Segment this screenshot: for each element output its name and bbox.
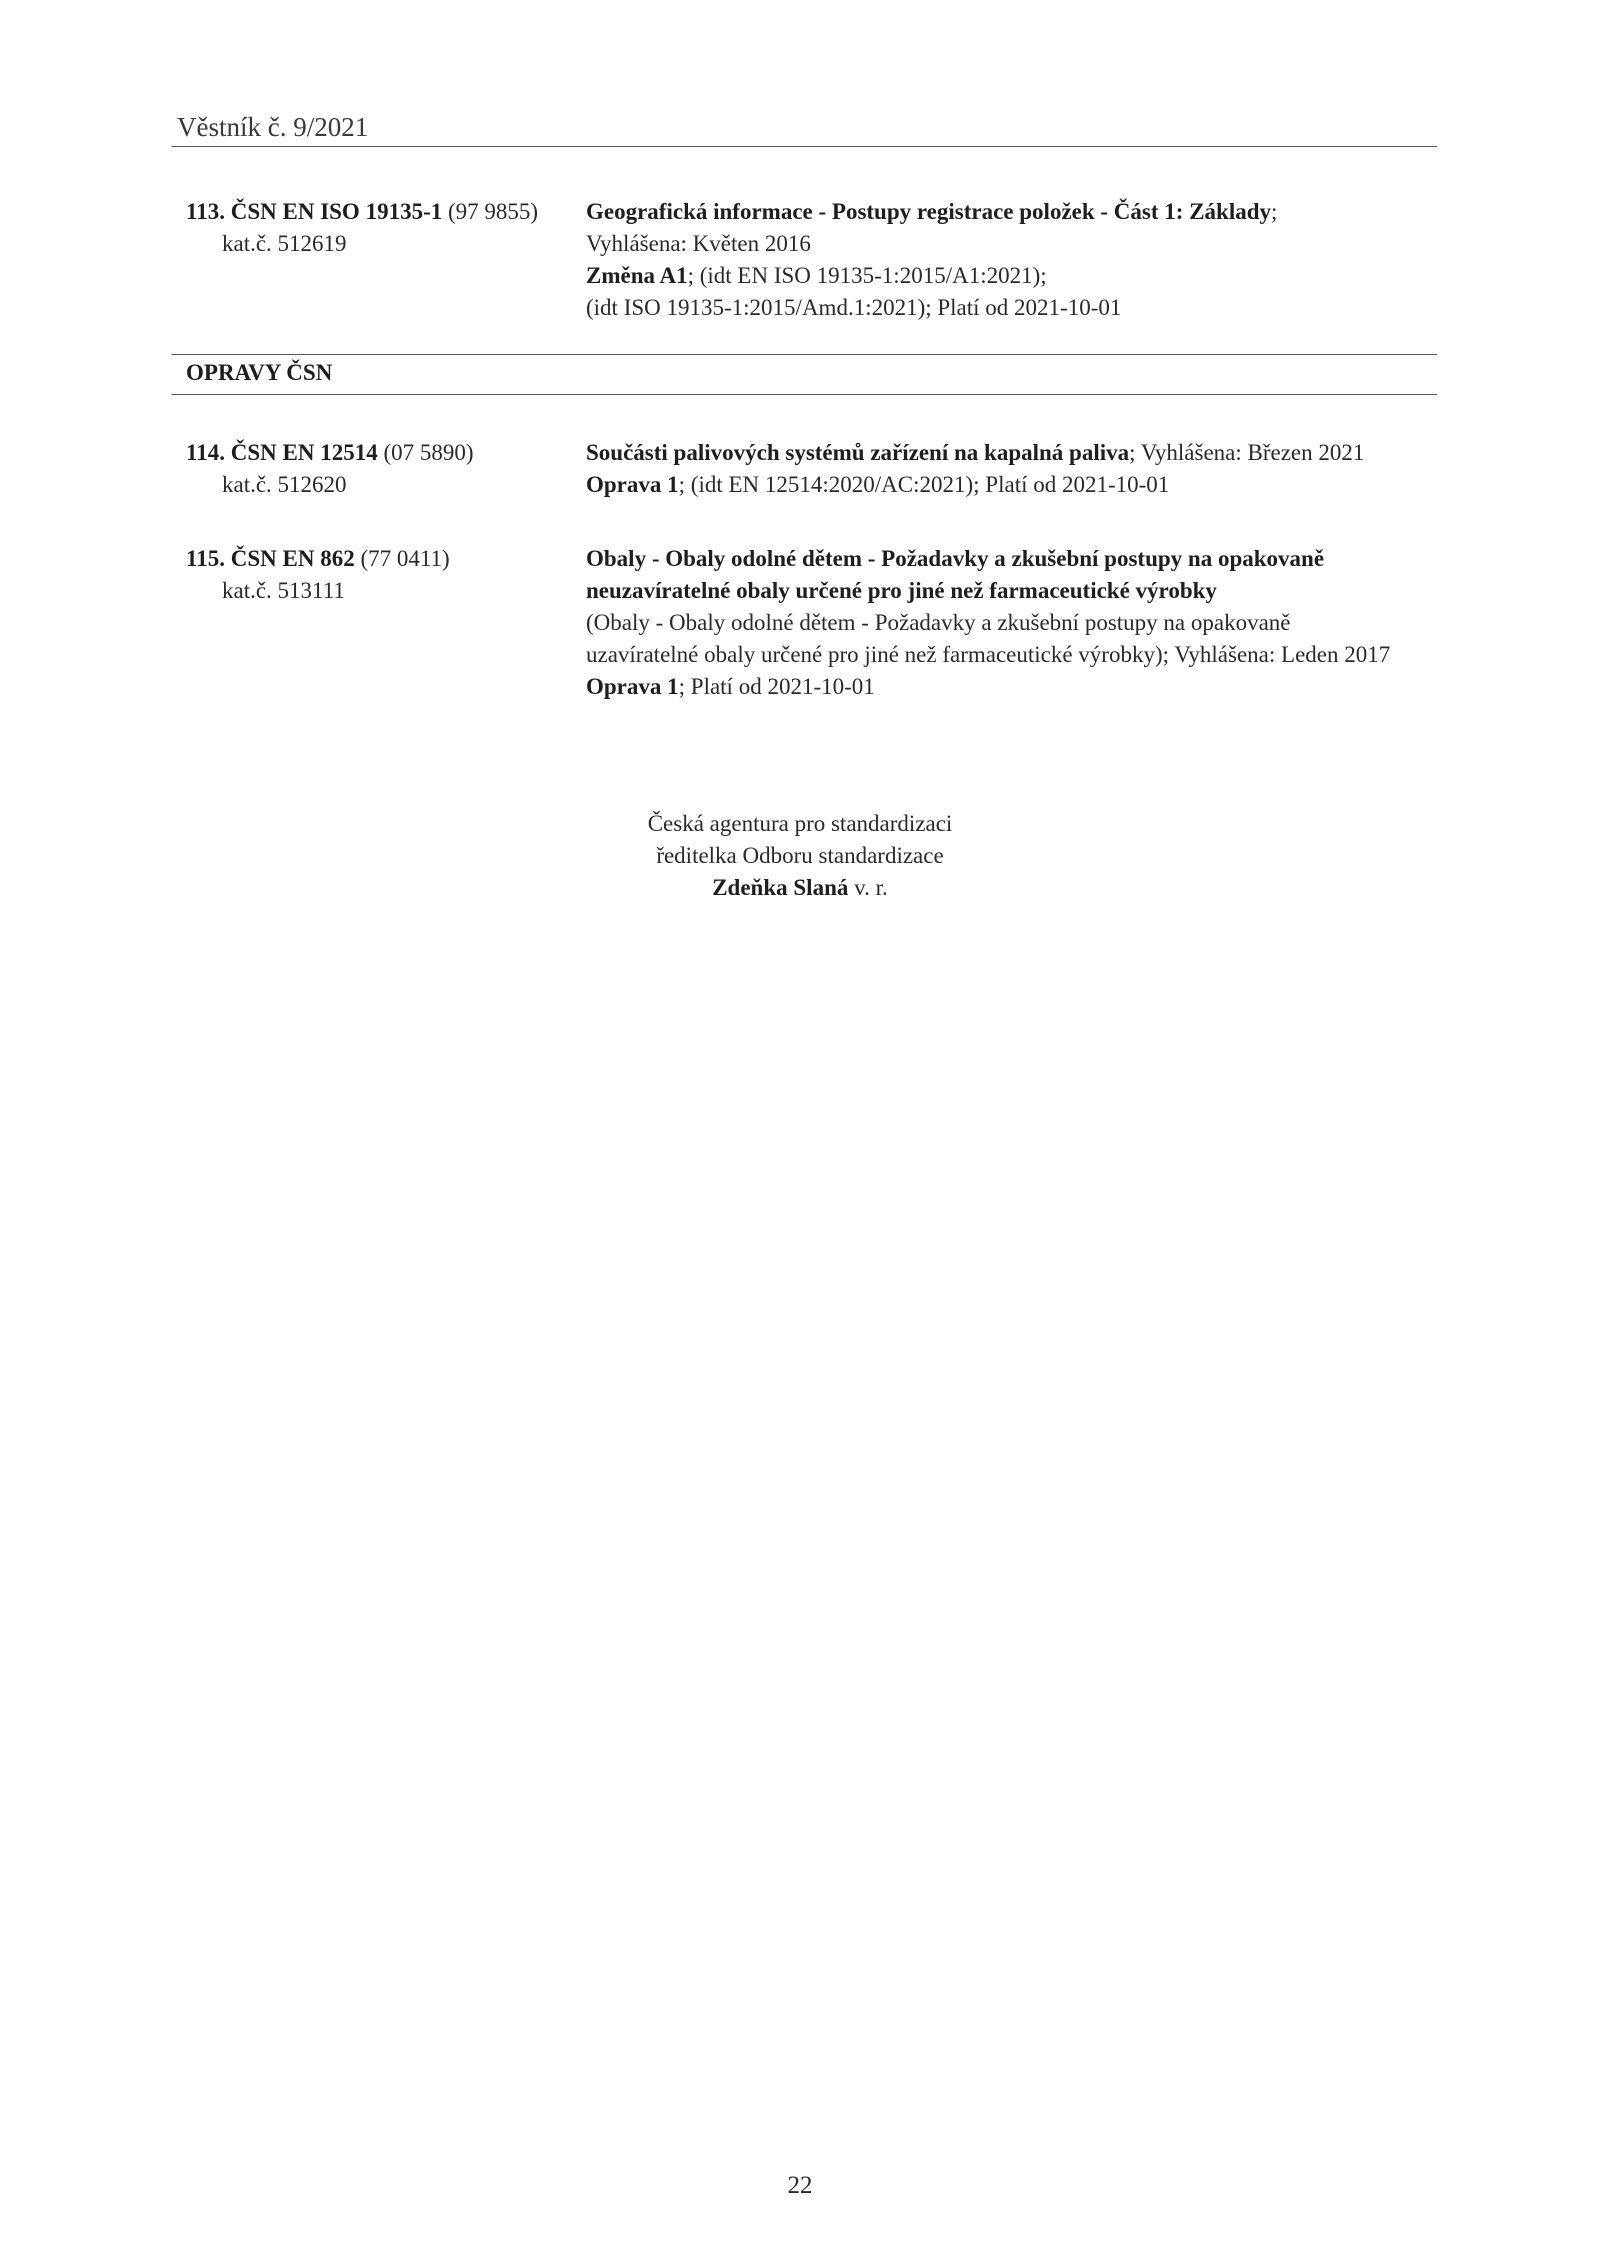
extra-info: (idt ISO 19135-1:2015/Amd.1:2021); Platí od 2021-10-01 [586,295,1122,320]
title-suffix: ; [1271,199,1278,224]
entry-identifier [186,543,586,607]
standard-title: Součásti palivových systémů zařízení na kapalná paliva [586,440,1130,465]
running-header: Věstník č. 9/2021 [177,112,369,142]
signatory-role: ředitelka Odboru standardizace [656,843,944,868]
entry-identifier [186,196,586,260]
description-line1: (Obaly - Obaly odolné dětem - Požadavky a zkušební postupy na opakovaně [586,610,1291,635]
class-code: (77 0411) [360,546,450,571]
standard-number: 114. ČSN EN 12514 [186,440,378,465]
signature-block [0,808,1600,904]
change-label: Změna A1 [586,263,688,288]
change-text: ; (idt EN ISO 19135-1:2015/A1:2021); [687,263,1047,288]
section-rule-bottom [172,394,1437,395]
fix-label: Oprava 1 [586,472,679,497]
standard-title-line2: neuzavíratelné obaly určené pro jiné než farmaceutické výrobky [586,578,1217,603]
entry-details [586,437,1446,501]
catalog-number: kat.č. 512619 [222,231,347,256]
description-line2: uzavíratelné obaly určené pro jiné než farmaceutické výrobky); Vyhlášena: Leden 2017 [586,642,1391,667]
standard-title: Geografická informace - Postupy registrace položek - Část 1: Základy [586,199,1272,224]
section-rule-top [172,354,1437,355]
signatory-name: Zdeňka Slaná [712,875,849,900]
catalog-number: kat.č. 513111 [222,578,345,603]
header-rule [172,146,1437,147]
fix-text: ; Platí od 2021-10-01 [678,674,875,699]
catalog-number: kat.č. 512620 [222,472,347,497]
class-code: (07 5890) [383,440,474,465]
class-code: (97 9855) [447,199,539,224]
agency-name: Česká agentura pro standardizaci [647,811,953,836]
entry-details [586,543,1446,703]
title-suffix: ; Vyhlášena: Březen 2021 [1129,440,1365,465]
entry-identifier [186,437,586,501]
signature-suffix: v. r. [848,875,888,900]
standard-title-line1: Obaly - Obaly odolné dětem - Požadavky a zkušební postupy na opakovaně [586,546,1325,571]
standard-number: 115. ČSN EN 862 [186,546,355,571]
fix-label: Oprava 1 [586,674,679,699]
entry-details [586,196,1446,324]
fix-text: ; (idt EN 12514:2020/AC:2021); Platí od 2021-10-01 [678,472,1170,497]
standard-number: 113. ČSN EN ISO 19135-1 [186,199,443,224]
section-title: OPRAVY ČSN [186,360,333,385]
announced-date: Vyhlášena: Květen 2016 [586,231,811,256]
page-number: 22 [787,2172,813,2199]
